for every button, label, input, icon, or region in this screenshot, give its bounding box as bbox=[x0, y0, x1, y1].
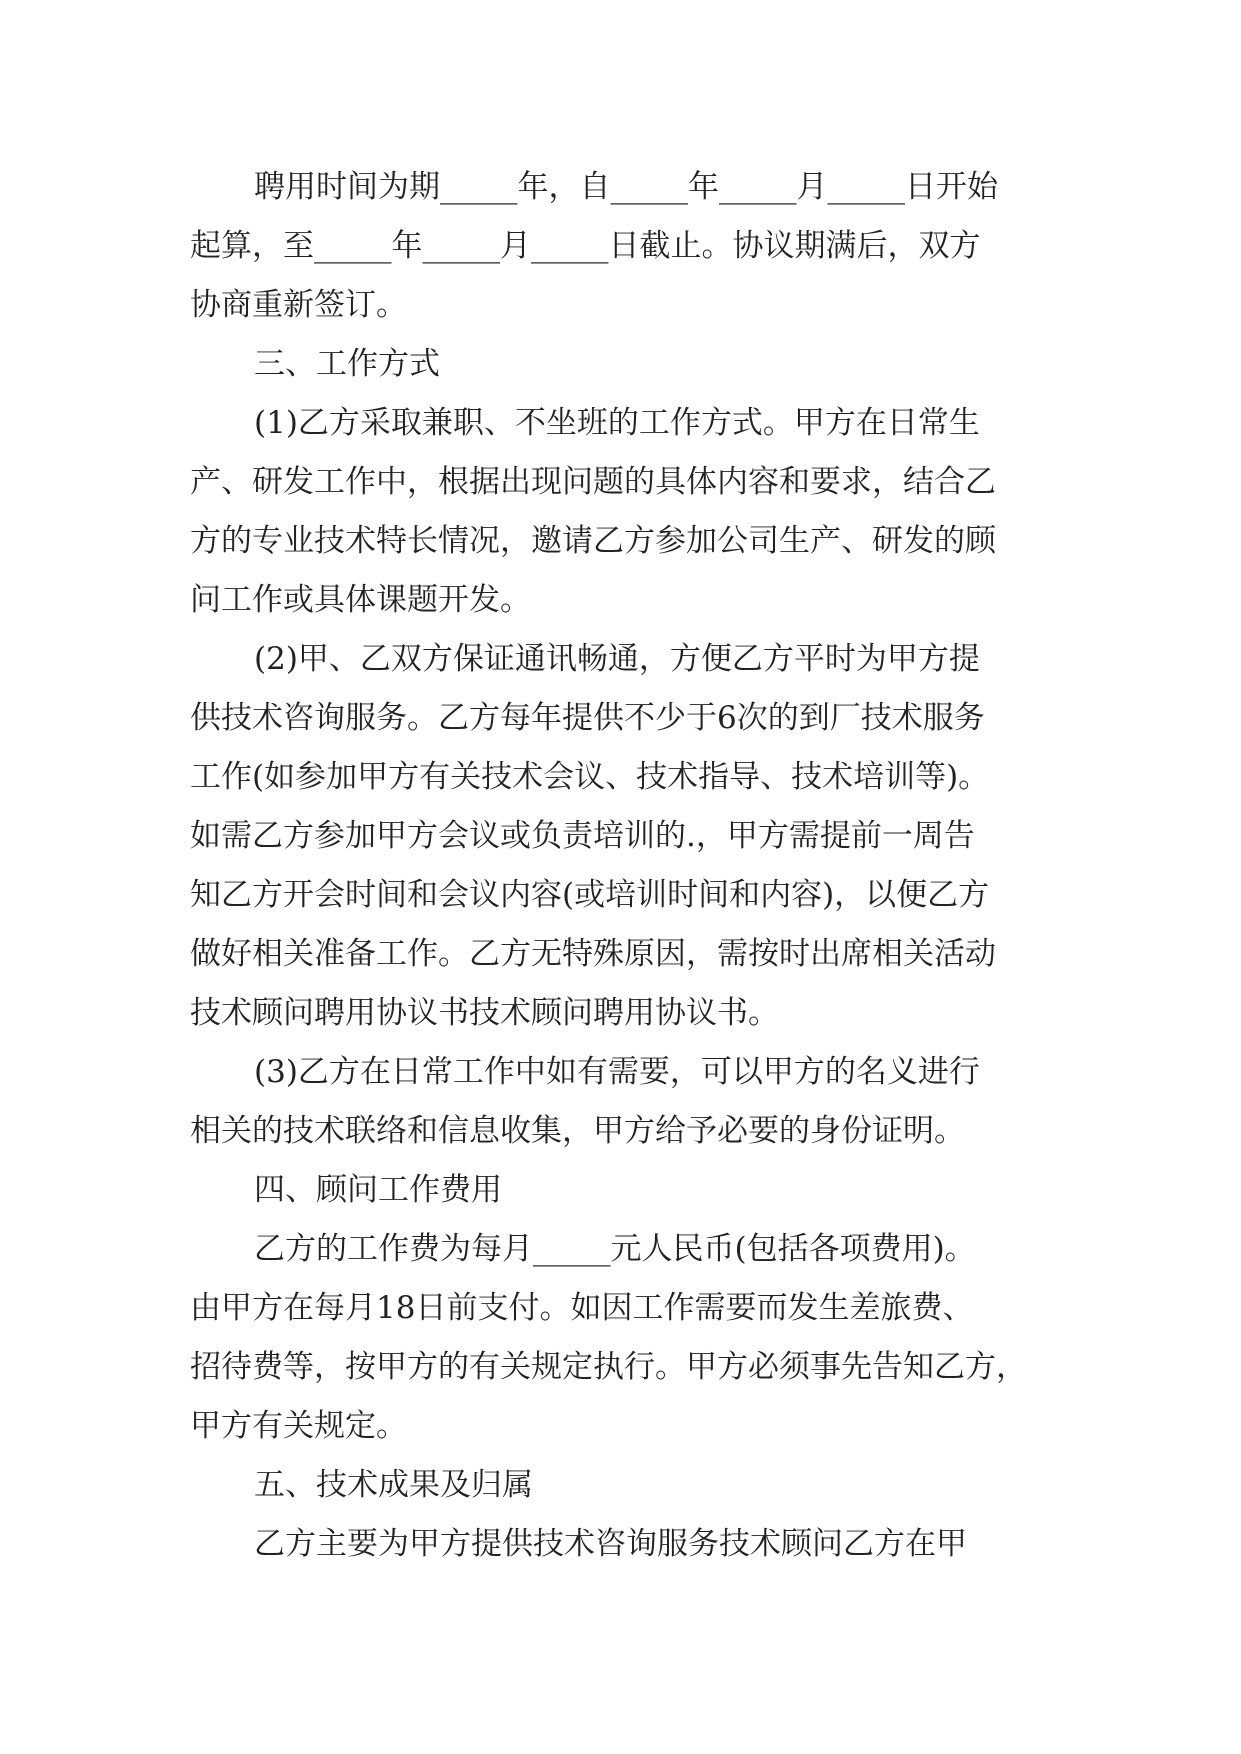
section-heading-work-mode bbox=[190, 335, 1050, 394]
paragraph-appointment-term bbox=[190, 158, 1050, 335]
text-line: 产、研发工作中，根据出现问题的具体内容和要求，结合乙 bbox=[190, 464, 996, 500]
paragraph-consulting-fees bbox=[190, 1220, 1050, 1456]
text-line: 招待费等，按甲方的有关规定执行。甲方必须事先告知乙方， bbox=[190, 1349, 1027, 1385]
text-line: 如需乙方参加甲方会议或负责培训的.，甲方需提前一周告 bbox=[190, 818, 975, 854]
section-heading-consulting-fees bbox=[190, 1161, 1050, 1220]
text-line: 相关的技术联络和信息收集，甲方给予必要的身份证明。 bbox=[190, 1113, 965, 1149]
text-line: 聘用时间为期_____年，自_____年_____月_____日开始 bbox=[254, 169, 998, 205]
text-line: (2)甲、乙双方保证通讯畅通，方便乙方平时为甲方提 bbox=[254, 641, 980, 677]
heading-text: 四、顾问工作费用 bbox=[254, 1172, 502, 1208]
text-line: 乙方主要为甲方提供技术咨询服务技术顾问乙方在甲 bbox=[254, 1526, 967, 1562]
text-line: 知乙方开会时间和会议内容(或培训时间和内容)，以便乙方 bbox=[190, 877, 990, 913]
paragraph-work-mode-item-3 bbox=[190, 1043, 1050, 1161]
heading-text: 三、工作方式 bbox=[254, 346, 440, 382]
text-line: 乙方的工作费为每月_____元人民币(包括各项费用)。 bbox=[254, 1231, 976, 1267]
text-line: 方的专业技术特长情况，邀请乙方参加公司生产、研发的顾 bbox=[190, 523, 996, 559]
paragraph-work-mode-item-2 bbox=[190, 630, 1050, 1043]
text-line: (3)乙方在日常工作中如有需要，可以甲方的名义进行 bbox=[254, 1054, 980, 1090]
text-line: 工作(如参加甲方有关技术会议、技术指导、技术培训等)。 bbox=[190, 759, 990, 795]
heading-text: 五、技术成果及归属 bbox=[254, 1467, 533, 1503]
text-line: 由甲方在每月18日前支付。如因工作需要而发生差旅费、 bbox=[190, 1290, 974, 1326]
text-line: 供技术咨询服务。乙方每年提供不少于6次的到厂技术服务 bbox=[190, 700, 985, 736]
text-line: 起算，至_____年_____月_____日截止。协议期满后，双方 bbox=[190, 228, 981, 264]
document-body bbox=[190, 158, 1050, 1574]
paragraph-work-mode-item-1 bbox=[190, 394, 1050, 630]
section-heading-tech-results bbox=[190, 1456, 1050, 1515]
text-line: (1)乙方采取兼职、不坐班的工作方式。甲方在日常生 bbox=[254, 405, 980, 441]
text-line: 甲方有关规定。 bbox=[190, 1408, 407, 1444]
text-line: 做好相关准备工作。乙方无特殊原因，需按时出席相关活动 bbox=[190, 936, 996, 972]
text-line: 问工作或具体课题开发。 bbox=[190, 582, 531, 618]
paragraph-tech-results bbox=[190, 1515, 1050, 1574]
text-line: 协商重新签订。 bbox=[190, 287, 407, 323]
text-line: 技术顾问聘用协议书技术顾问聘用协议书。 bbox=[190, 995, 779, 1031]
